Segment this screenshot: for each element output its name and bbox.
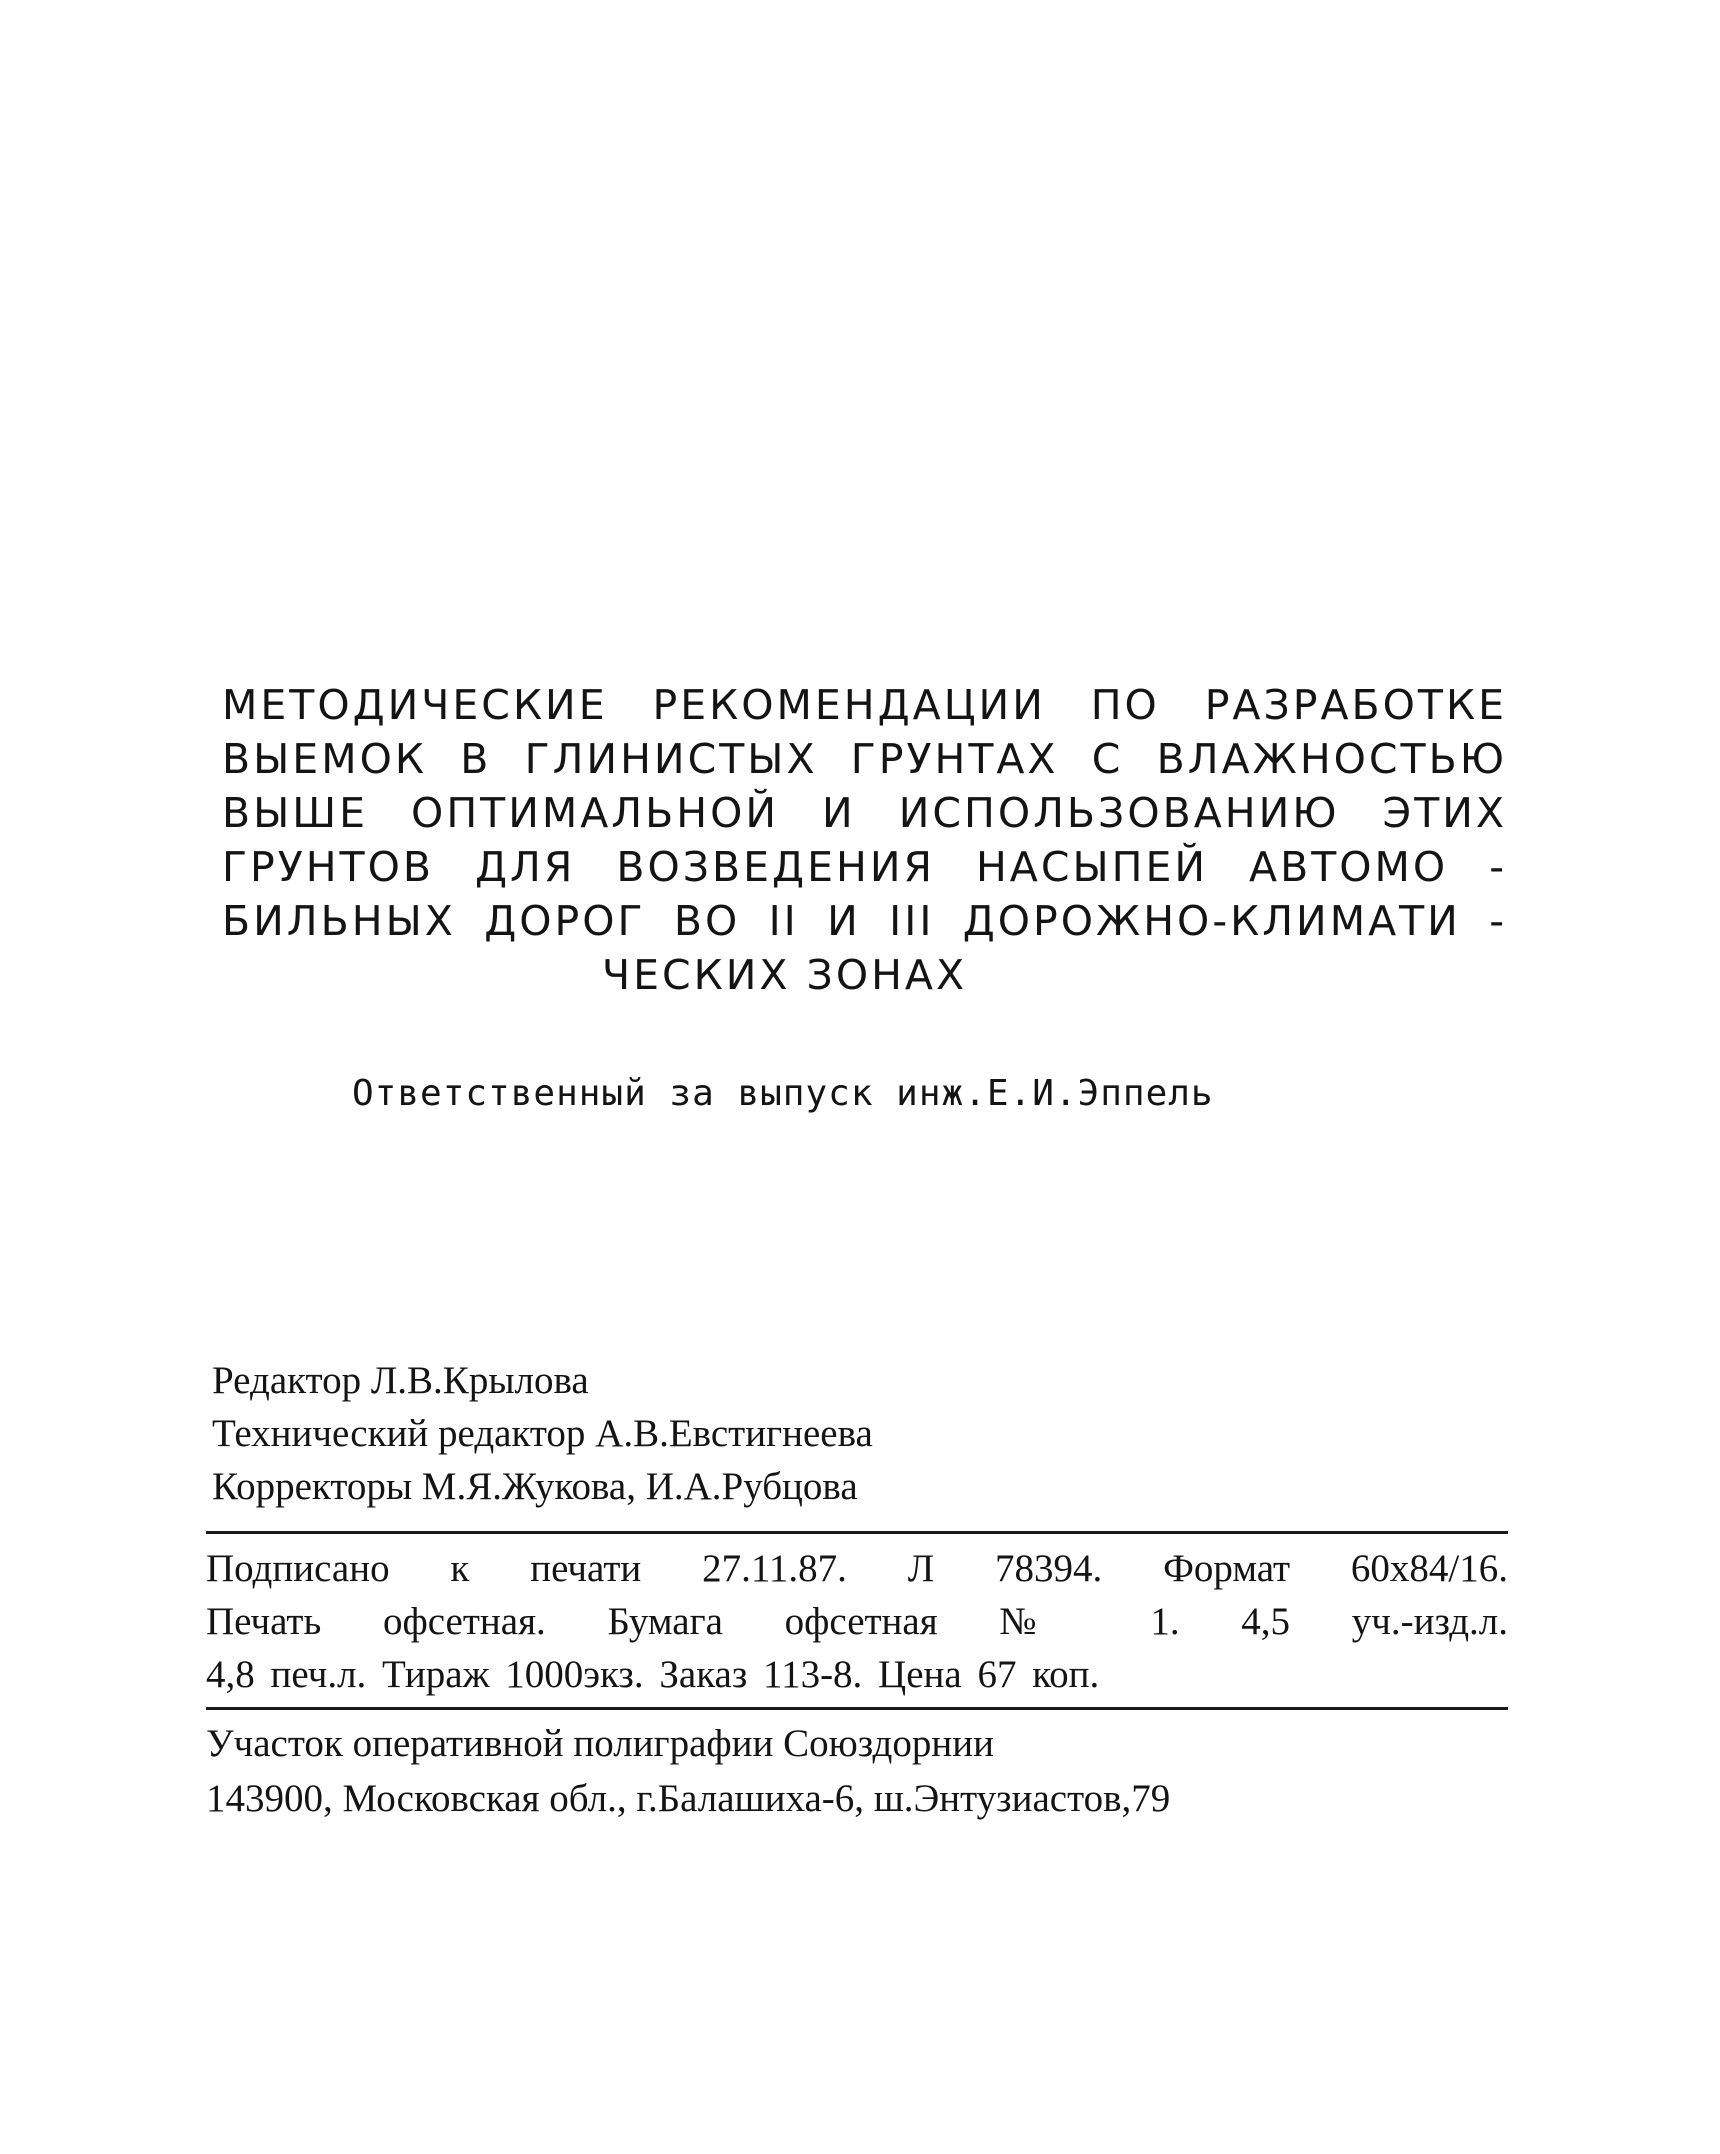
responsible-person: Ответственный за выпуск инж.Е.И.Эппель <box>352 1073 1214 1114</box>
title-line-6: ЧЕСКИХ ЗОНАХ <box>602 951 968 999</box>
divider-top <box>206 1531 1508 1534</box>
print-info-line-2: Печать офсетная. Бумага офсетная № 1. 4,5 уч.-изд.л. <box>206 1600 1508 1643</box>
title-line-1: МЕТОДИЧЕСКИЕ РЕКОМЕНДАЦИИ ПО РАЗРАБОТКЕ <box>222 681 1507 729</box>
tech-editor-credit: Технический редактор А.В.Евстигнеева <box>212 1412 873 1455</box>
print-info-line-1: Подписано к печати 27.11.87. Л 78394. Формат 60х84/16. <box>206 1547 1508 1590</box>
publisher-block <box>206 1716 1508 1826</box>
document-title <box>222 678 1507 1002</box>
print-info-line-3: 4,8 печ.л. Тираж 1000экз. Заказ 113-8. Цена 67 коп. <box>206 1653 1100 1696</box>
title-line-5: БИЛЬНЫХ ДОРОГ ВО II И III ДОРОЖНО-КЛИМАТИ - <box>222 897 1507 945</box>
title-line-4: ГРУНТОВ ДЛЯ ВОЗВЕДЕНИЯ НАСЫПЕЙ АВТОМО - <box>222 843 1507 891</box>
print-info-block <box>206 1542 1508 1701</box>
credits-block <box>212 1354 1512 1513</box>
title-line-2: ВЫЕМОК В ГЛИНИСТЫХ ГРУНТАХ С ВЛАЖНОСТЬЮ <box>222 735 1507 783</box>
publisher-name: Участок оперативной полиграфии Союздорнии <box>206 1722 994 1765</box>
publisher-address: 143900, Московская обл., г.Балашиха-6, ш.Энтузиастов,79 <box>206 1777 1171 1820</box>
correctors-credit: Корректоры М.Я.Жукова, И.А.Рубцова <box>212 1465 858 1508</box>
title-line-3: ВЫШЕ ОПТИМАЛЬНОЙ И ИСПОЛЬЗОВАНИЮ ЭТИХ <box>222 789 1507 837</box>
divider-bottom <box>206 1707 1508 1710</box>
editor-credit: Редактор Л.В.Крылова <box>212 1359 589 1402</box>
